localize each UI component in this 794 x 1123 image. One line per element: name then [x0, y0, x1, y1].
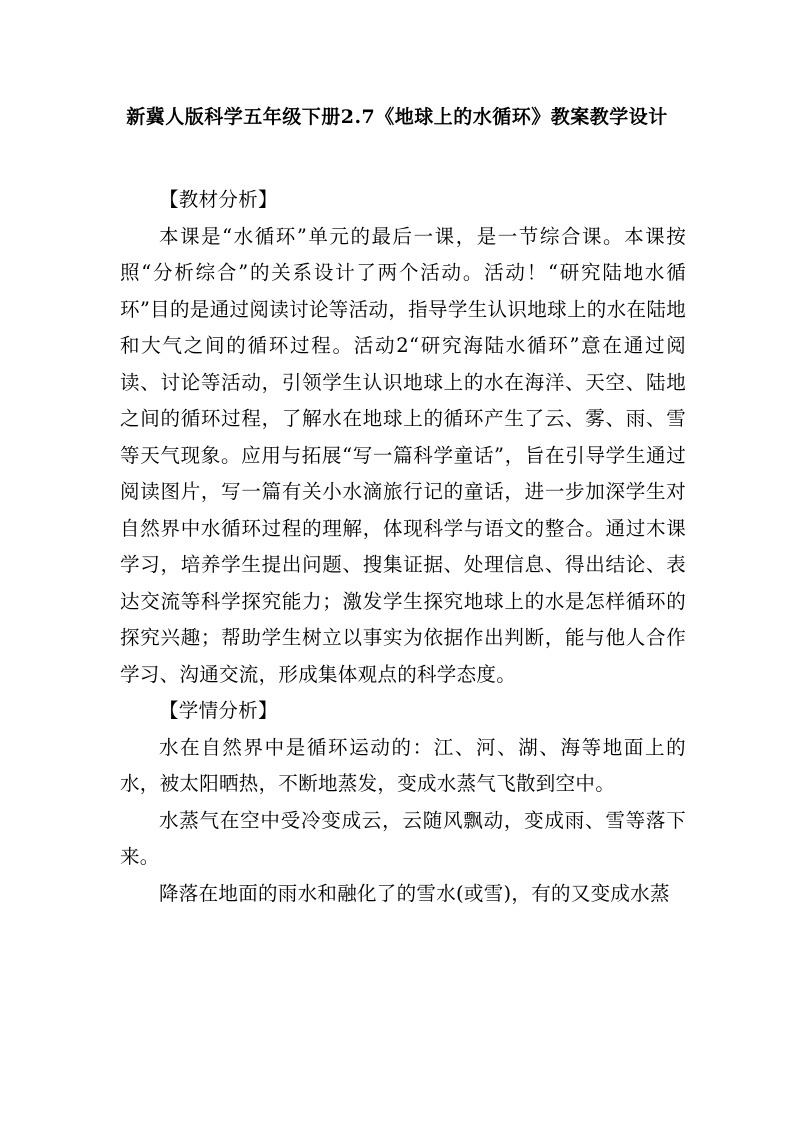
section-heading-student-analysis: 【学情分析】: [159, 699, 278, 722]
document-body: [120, 182, 686, 912]
paragraph-water-cycle-3: 降落在地面的雨水和融化了的雪水(或雪)，有的又变成水蒸: [159, 881, 670, 905]
document-title: 新冀人版科学五年级下册2.7《地球上的水循环》教案教学设计: [126, 106, 668, 128]
section-heading-textbook-analysis: 【教材分析】: [159, 188, 278, 211]
paragraph-textbook-analysis: 本课是“水循环”单元的最后一课，是一节综合课。本课按照“分析综合”的关系设计了两个活动。活动！“研究陆地水循环”目的是通过阅读讨论等活动，指导学生认识地球上的水在陆地和大气之间的循环过程。活动2“研究海陆水循环”意在通过阅读、讨论等活动，引领学生认识地球上的水在海洋、天空、陆地之间的循环过程，了解水在地球上的循环产生了云、雾、雨、雪等天气现象。应用与拓展“写一篇科学童话”，旨在引导学生通过阅读图片，写一篇有关小水滴旅行记的童话，进一步加深学生对自然界中水循环过程的理解，体现科学与语文的整合。通过木课学习，培养学生提出问题、搜集证据、处理信息、得出结论、表达交流等科学探究能力；激发学生探究地球上的水是怎样循环的探究兴趣；帮助学生树立以事实为依据作出判断，能与他人合作学习、沟通交流，形成集体观点的科学态度。: [120, 224, 686, 686]
paragraph-water-cycle-2: 水蒸气在空中受冷变成云，云随风飘动，变成雨、雪等落下来。: [120, 808, 686, 868]
paragraph-water-cycle-1: 水在自然界中是循环运动的：江、河、湖、海等地面上的水，被太阳晒热，不断地蒸发，变成水蒸气飞散到空中。: [120, 735, 686, 795]
